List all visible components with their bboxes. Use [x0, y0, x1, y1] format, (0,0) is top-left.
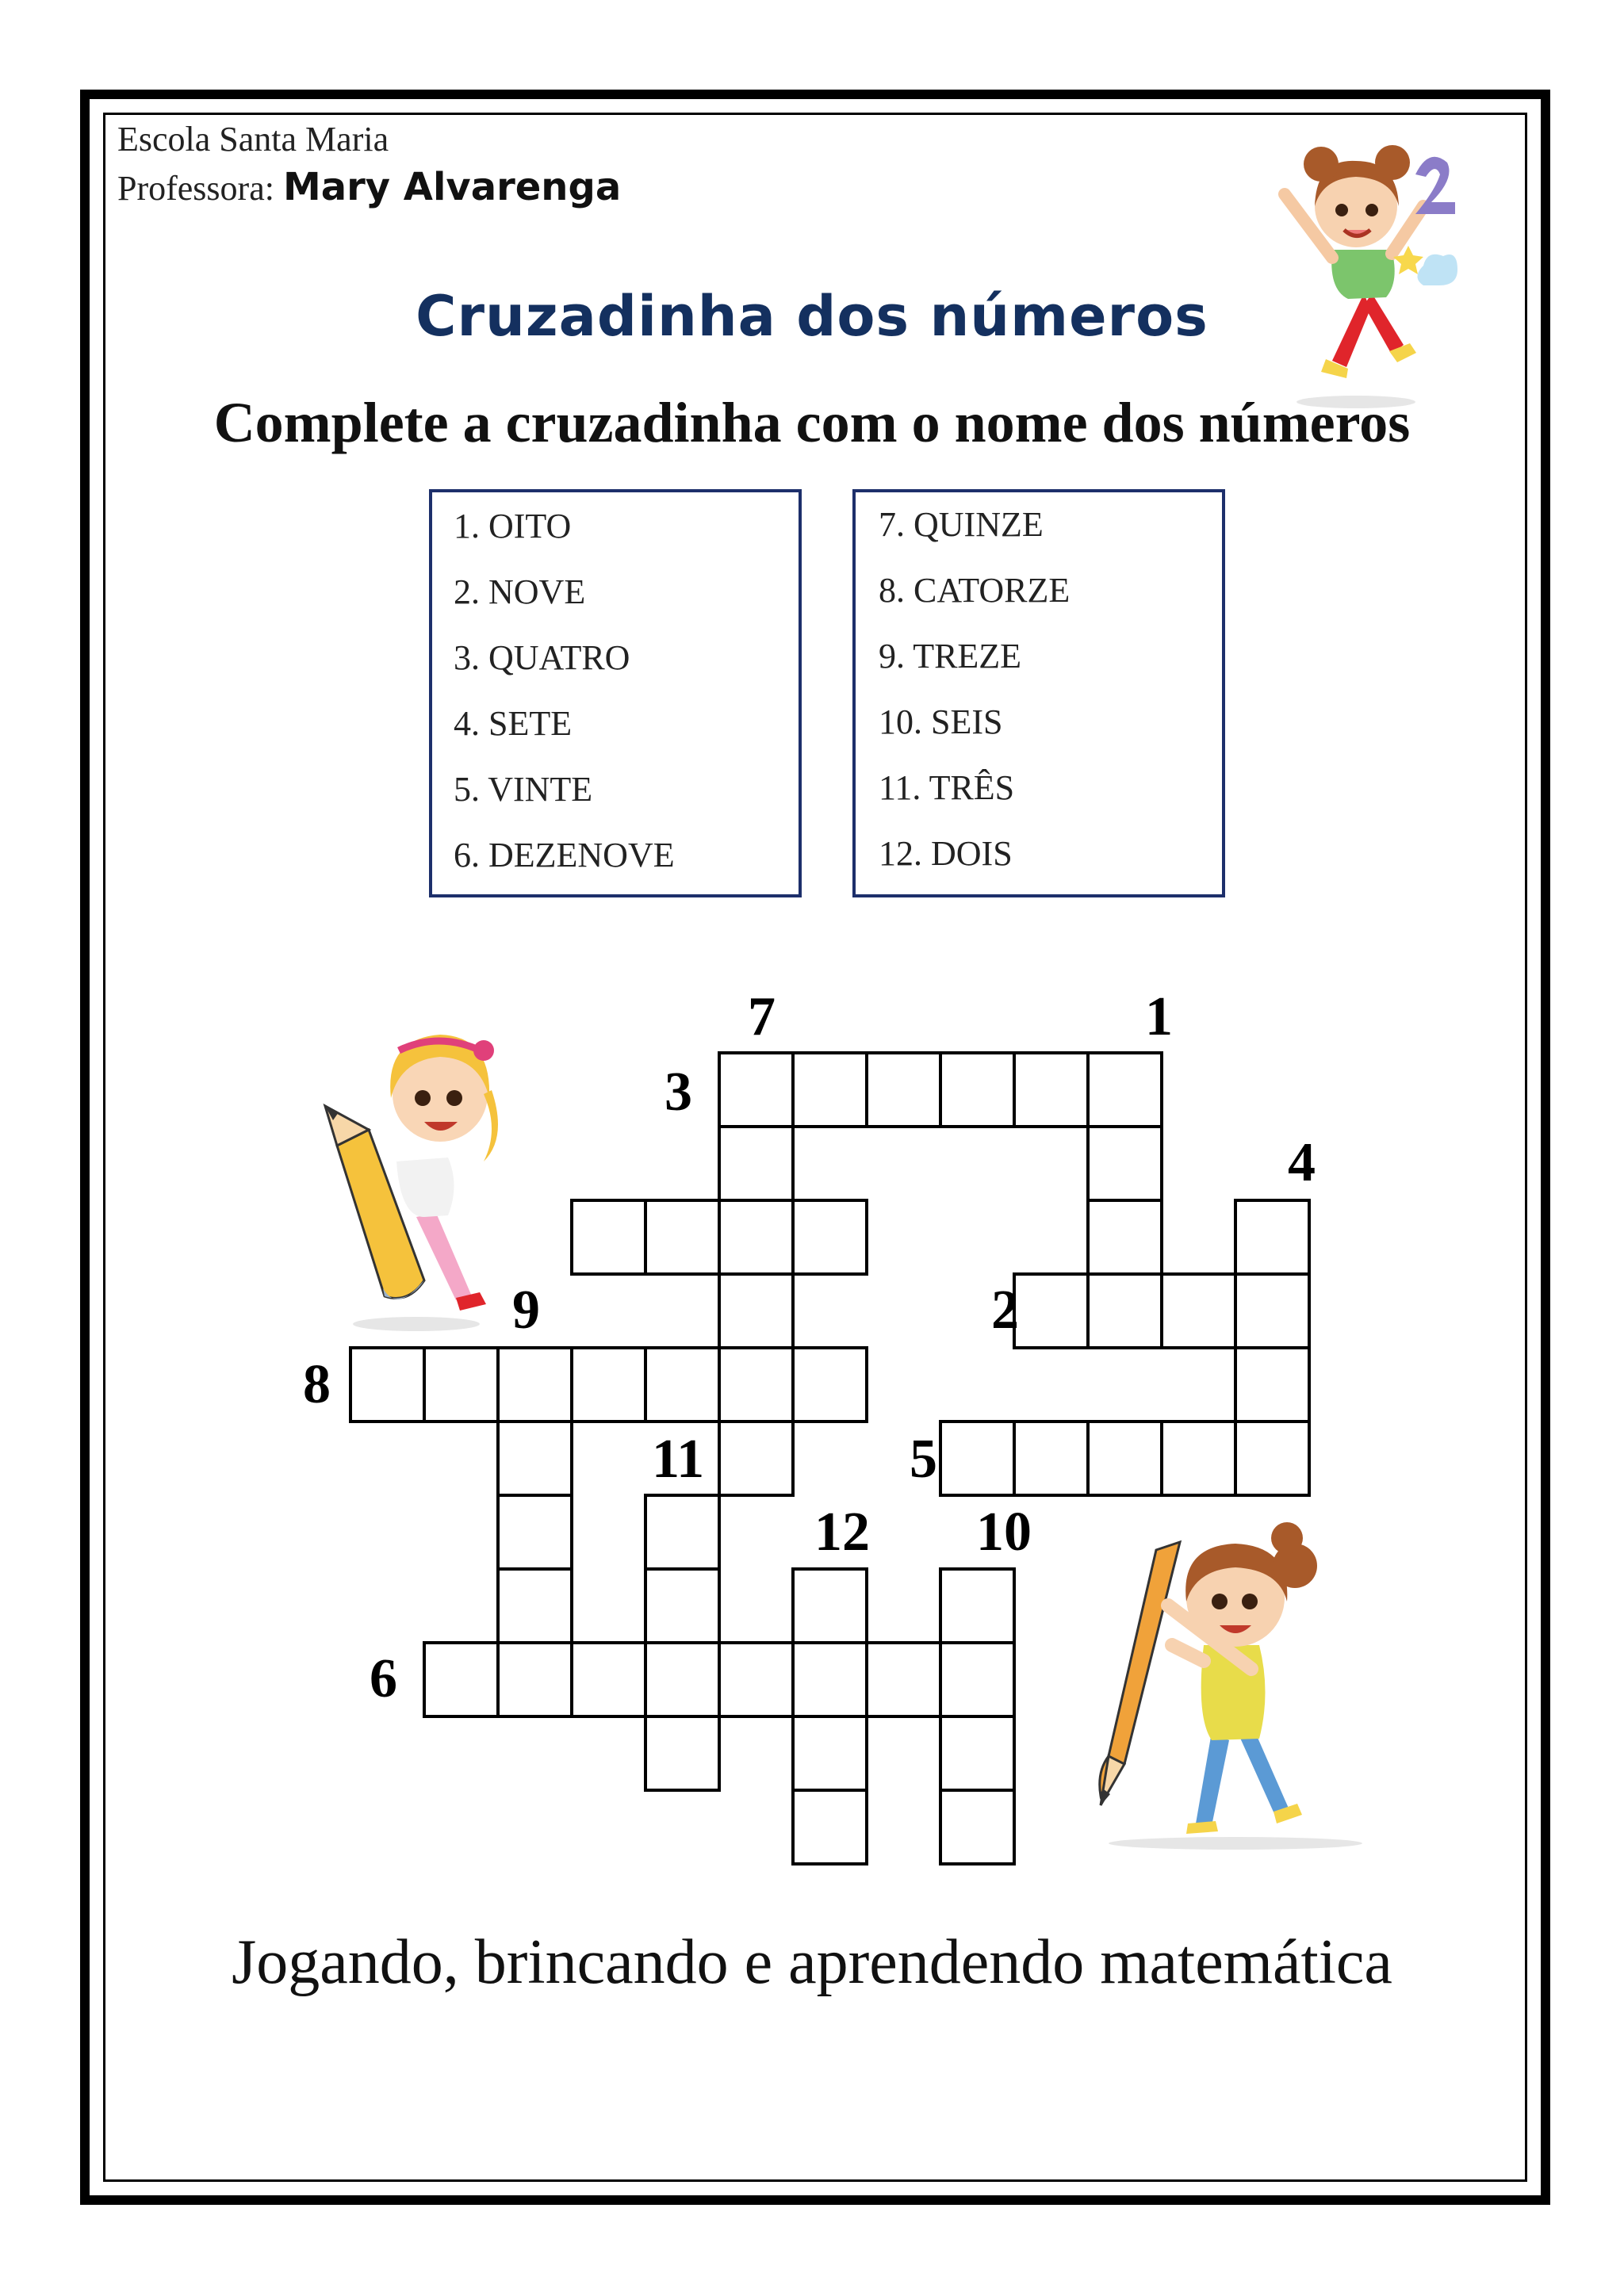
teacher-name: Mary Alvarenga — [282, 165, 622, 209]
crossword-cell[interactable] — [496, 1567, 573, 1644]
worksheet-instructions: Complete a cruzadinha com o nome dos números — [213, 391, 1411, 454]
crossword-cell[interactable] — [1234, 1420, 1311, 1497]
crossword-cell[interactable] — [570, 1199, 647, 1276]
crossword-cell[interactable] — [644, 1567, 721, 1644]
crossword-cell[interactable] — [718, 1641, 795, 1718]
crossword-cell[interactable] — [644, 1199, 721, 1276]
teacher-label: Professora: — [117, 169, 274, 208]
clue-8: 8. CATORZE — [879, 571, 1071, 610]
crossword-cell[interactable] — [1086, 1051, 1163, 1128]
crossword-cell[interactable] — [791, 1641, 868, 1718]
grid-number-10: 10 — [976, 1502, 1032, 1563]
clue-12: 12. DOIS — [879, 834, 1013, 873]
crossword-cell[interactable] — [791, 1567, 868, 1644]
school-name: Escola Santa Maria — [117, 120, 389, 159]
girl-pushing-pencil-illustration — [1093, 1510, 1374, 1851]
crossword-cell[interactable] — [718, 1420, 795, 1497]
crossword-cell[interactable] — [791, 1715, 868, 1792]
clue-2: 2. NOVE — [454, 572, 586, 611]
crossword-cell[interactable] — [423, 1346, 500, 1423]
crossword-cell[interactable] — [1086, 1420, 1163, 1497]
teacher-line — [117, 165, 621, 209]
crossword-cell[interactable] — [423, 1641, 500, 1718]
crossword-cell[interactable] — [1234, 1272, 1311, 1349]
girl-with-number-two-illustration — [1253, 131, 1459, 412]
clue-1: 1. OITO — [454, 507, 572, 545]
grid-number-8: 8 — [303, 1354, 331, 1415]
crossword-cell[interactable] — [791, 1346, 868, 1423]
clue-10: 10. SEIS — [879, 702, 1003, 741]
crossword-cell[interactable] — [865, 1641, 942, 1718]
grid-number-3: 3 — [665, 1062, 692, 1123]
grid-number-7: 7 — [748, 986, 776, 1047]
crossword-cell[interactable] — [791, 1051, 868, 1128]
crossword-cell[interactable] — [1160, 1272, 1237, 1349]
crossword-cell[interactable] — [939, 1567, 1016, 1644]
crossword-cell[interactable] — [496, 1494, 573, 1571]
crossword-cell[interactable] — [1013, 1272, 1090, 1349]
grid-number-12: 12 — [814, 1502, 870, 1563]
girl-with-pencil-illustration — [321, 1019, 511, 1332]
crossword-cell[interactable] — [939, 1051, 1016, 1128]
crossword-cell[interactable] — [570, 1641, 647, 1718]
crossword-cell[interactable] — [1234, 1199, 1311, 1276]
crossword-cell[interactable] — [718, 1125, 795, 1202]
crossword-cell[interactable] — [718, 1272, 795, 1349]
crossword-cell[interactable] — [1013, 1051, 1090, 1128]
crossword-cell[interactable] — [496, 1346, 573, 1423]
clue-4: 4. SETE — [454, 704, 573, 743]
grid-number-6: 6 — [370, 1648, 397, 1709]
crossword-cell[interactable] — [939, 1715, 1016, 1792]
crossword-cell[interactable] — [939, 1641, 1016, 1718]
crossword-cell[interactable] — [1013, 1420, 1090, 1497]
crossword-cell[interactable] — [718, 1346, 795, 1423]
clue-3: 3. QUATRO — [454, 638, 630, 677]
crossword-cell[interactable] — [1234, 1346, 1311, 1423]
crossword-cell[interactable] — [1086, 1199, 1163, 1276]
crossword-cell[interactable] — [939, 1420, 1016, 1497]
clue-11: 11. TRÊS — [879, 768, 1015, 807]
crossword-cell[interactable] — [718, 1199, 795, 1276]
grid-number-2: 2 — [991, 1280, 1019, 1341]
clue-7: 7. QUINZE — [879, 505, 1044, 544]
clue-9: 9. TREZE — [879, 637, 1022, 675]
crossword-cell[interactable] — [791, 1199, 868, 1276]
worksheet-title: Cruzadinha dos números — [416, 284, 1208, 349]
crossword-cell[interactable] — [1086, 1272, 1163, 1349]
clue-5: 5. VINTE — [454, 770, 593, 809]
crossword-cell[interactable] — [644, 1494, 721, 1571]
crossword-cell[interactable] — [644, 1641, 721, 1718]
crossword-cell[interactable] — [1086, 1125, 1163, 1202]
crossword-cell[interactable] — [1160, 1420, 1237, 1497]
crossword-cell[interactable] — [718, 1051, 795, 1128]
crossword-cell[interactable] — [570, 1346, 647, 1423]
crossword-cell[interactable] — [644, 1346, 721, 1423]
grid-number-5: 5 — [910, 1429, 937, 1490]
crossword-cell[interactable] — [791, 1789, 868, 1866]
grid-number-4: 4 — [1288, 1132, 1316, 1193]
crossword-cell[interactable] — [496, 1420, 573, 1497]
crossword-cell[interactable] — [496, 1641, 573, 1718]
crossword-cell[interactable] — [644, 1715, 721, 1792]
grid-number-11: 11 — [652, 1429, 705, 1490]
clue-6: 6. DEZENOVE — [454, 836, 675, 874]
crossword-cell[interactable] — [349, 1346, 426, 1423]
worksheet-footer: Jogando, brincando e aprendendo matemática — [232, 1927, 1392, 1997]
grid-number-1: 1 — [1145, 986, 1173, 1047]
crossword-cell[interactable] — [939, 1789, 1016, 1866]
crossword-cell[interactable] — [865, 1051, 942, 1128]
grid-number-9: 9 — [512, 1280, 540, 1341]
